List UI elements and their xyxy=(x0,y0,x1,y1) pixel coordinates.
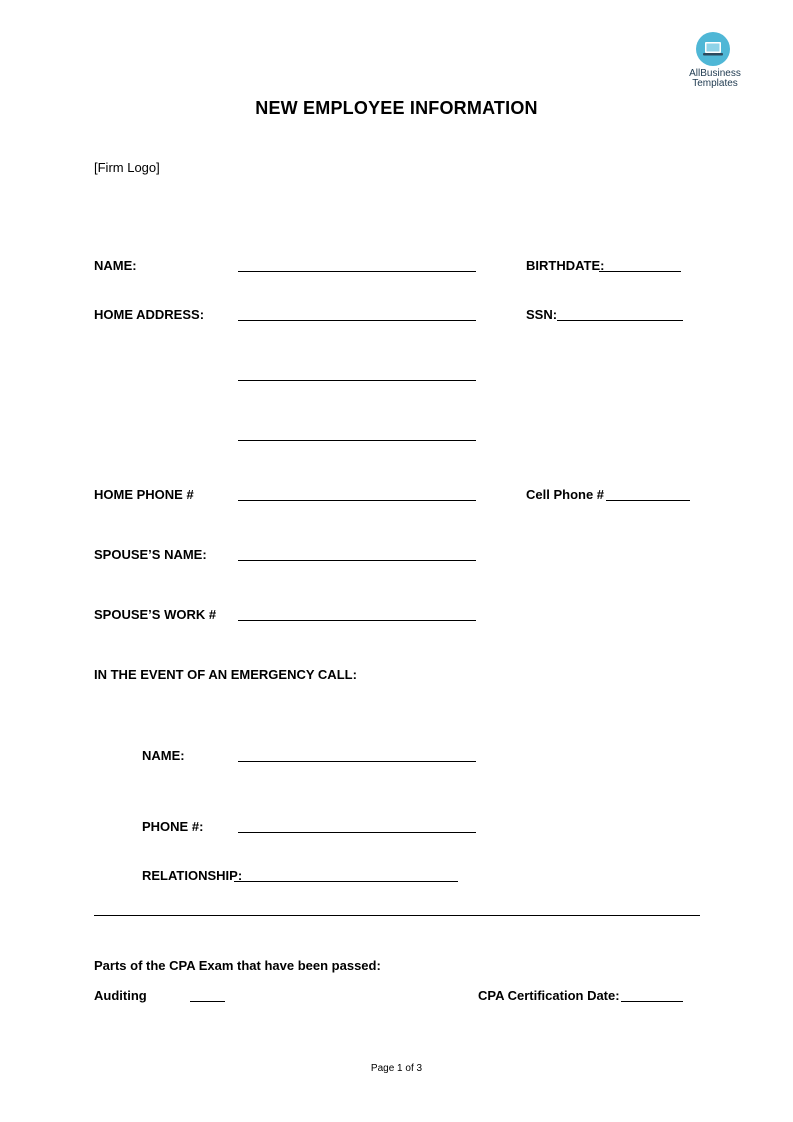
auditing-input-line[interactable] xyxy=(190,1001,225,1002)
firm-logo-placeholder: [Firm Logo] xyxy=(94,160,160,175)
cell-phone-input-line[interactable] xyxy=(606,500,690,501)
home-address-label: HOME ADDRESS: xyxy=(94,307,205,322)
spouse-work-input-line[interactable] xyxy=(238,620,476,621)
spouse-name-input-line[interactable] xyxy=(238,560,476,561)
section-divider xyxy=(94,915,700,916)
brand-name xyxy=(687,69,743,89)
home-phone-input-line[interactable] xyxy=(238,500,476,501)
home-address-line-1[interactable] xyxy=(238,320,476,321)
laptop-icon xyxy=(696,32,730,66)
emergency-phone-input-line[interactable] xyxy=(238,832,476,833)
spouse-name-label: SPOUSE’S NAME: xyxy=(94,547,207,562)
spouse-work-label: SPOUSE’S WORK # xyxy=(94,607,217,622)
emergency-relationship-input-line[interactable] xyxy=(234,881,458,882)
home-address-line-2[interactable] xyxy=(238,380,476,381)
emergency-name-input-line[interactable] xyxy=(238,761,476,762)
form-title: NEW EMPLOYEE INFORMATION xyxy=(255,98,538,118)
birthdate-label: BIRTHDATE: xyxy=(526,258,605,273)
page-number: Page 1 of 3 xyxy=(370,1063,423,1074)
brand-name-line1: AllBusiness xyxy=(689,68,741,79)
cpa-certification-date-input-line[interactable] xyxy=(621,1001,683,1002)
brand-name-line2: Templates xyxy=(692,78,738,89)
brand-logo xyxy=(696,32,730,66)
birthdate-input-line[interactable] xyxy=(599,271,681,272)
emergency-name-label: NAME: xyxy=(142,748,185,763)
cell-phone-label: Cell Phone # xyxy=(526,487,605,502)
ssn-input-line[interactable] xyxy=(557,320,683,321)
name-input-line[interactable] xyxy=(238,271,476,272)
auditing-label: Auditing xyxy=(94,988,147,1003)
ssn-label: SSN: xyxy=(526,307,558,322)
home-phone-label: HOME PHONE # xyxy=(94,487,194,502)
emergency-relationship-label: RELATIONSHIP: xyxy=(142,868,243,883)
home-address-line-3[interactable] xyxy=(238,440,476,441)
emergency-heading: IN THE EVENT OF AN EMERGENCY CALL: xyxy=(94,667,357,682)
cpa-heading: Parts of the CPA Exam that have been passed: xyxy=(94,958,381,973)
emergency-phone-label: PHONE #: xyxy=(142,819,204,834)
name-label: NAME: xyxy=(94,258,137,273)
cpa-certification-date-label: CPA Certification Date: xyxy=(478,988,620,1003)
